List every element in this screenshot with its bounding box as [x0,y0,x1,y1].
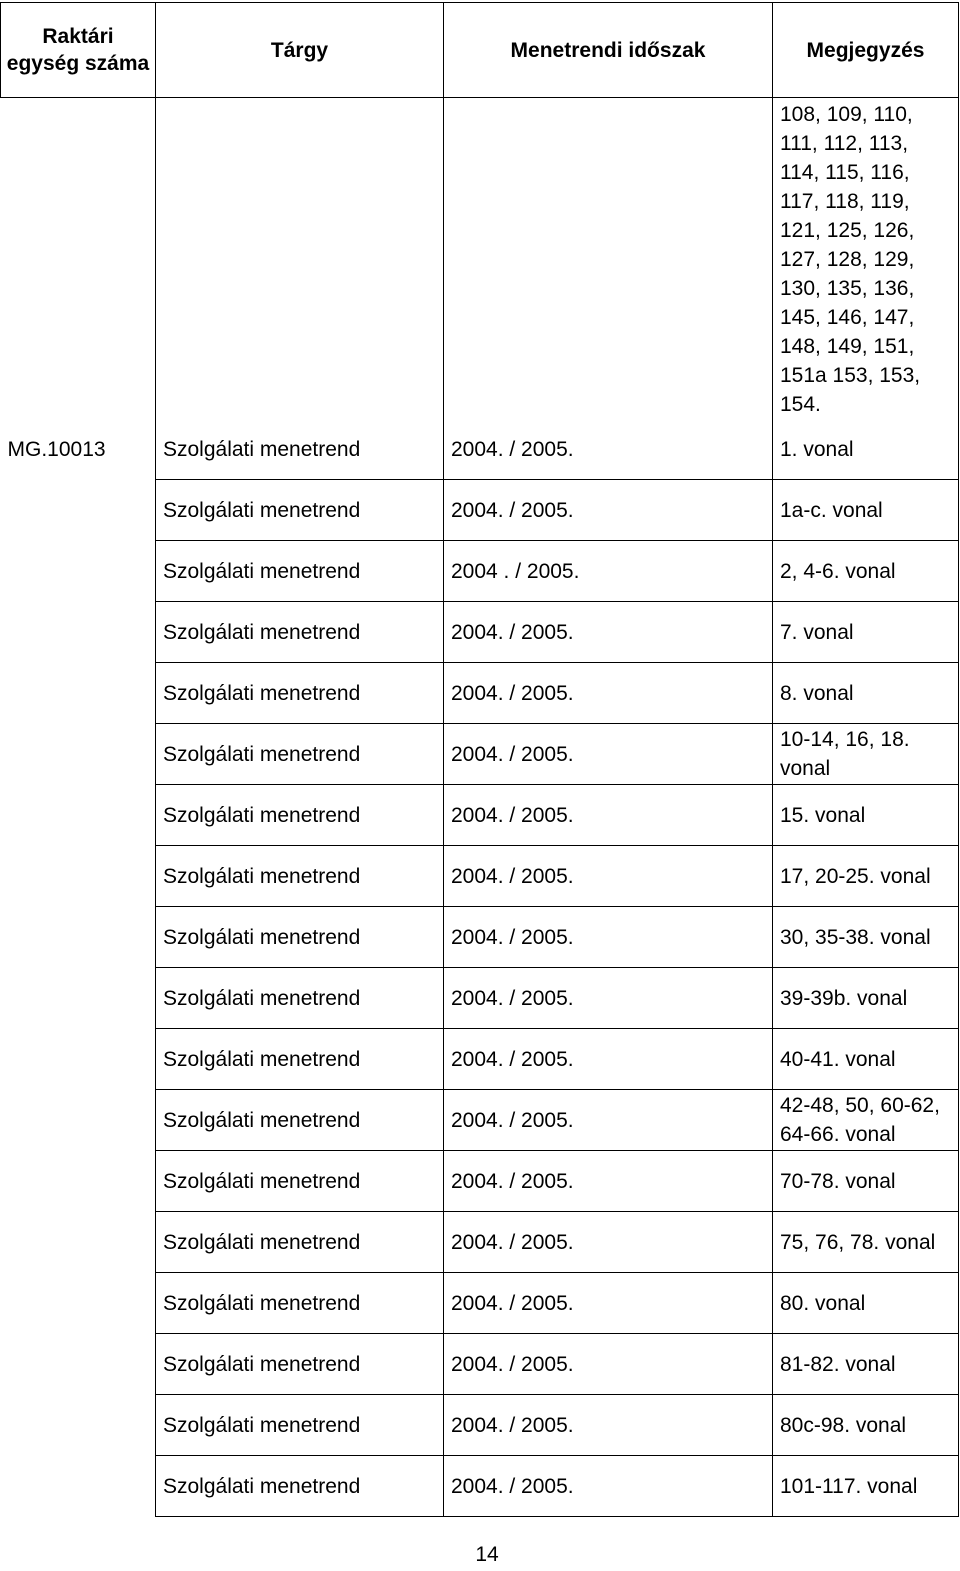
cell-period: 2004. / 2005. [444,846,773,907]
cell-subject: Szolgálati menetrend [156,541,444,602]
cell-period: 2004 . / 2005. [444,541,773,602]
cell-period [444,98,773,420]
cell-note: 80c-98. vonal [773,1395,959,1456]
cell-id [1,1151,156,1212]
cell-note: 80. vonal [773,1273,959,1334]
cell-id [1,724,156,785]
cell-note: 101-117. vonal [773,1456,959,1517]
table-row [1,724,959,785]
cell-period: 2004. / 2005. [444,1395,773,1456]
table-row [1,663,959,724]
table-row [1,1212,959,1273]
cell-id [1,785,156,846]
table-row [1,785,959,846]
cell-note: 75, 76, 78. vonal [773,1212,959,1273]
cell-id [1,1395,156,1456]
cell-subject: Szolgálati menetrend [156,968,444,1029]
cell-subject: Szolgálati menetrend [156,724,444,785]
cell-note: 1. vonal [773,419,959,480]
table-row [1,1273,959,1334]
cell-id [1,846,156,907]
table-row [1,907,959,968]
cell-note: 1a-c. vonal [773,480,959,541]
cell-subject: Szolgálati menetrend [156,1334,444,1395]
cell-id [1,480,156,541]
page-number: 14 [475,1543,499,1566]
cell-subject [156,98,444,420]
cell-period: 2004. / 2005. [444,1029,773,1090]
cell-note: 81-82. vonal [773,1334,959,1395]
cell-period: 2004. / 2005. [444,1273,773,1334]
continued-row [1,98,959,420]
table-row [1,1334,959,1395]
cell-subject: Szolgálati menetrend [156,480,444,541]
cell-subject: Szolgálati menetrend [156,907,444,968]
cell-id [1,1273,156,1334]
cell-id: MG.10013 [1,419,156,480]
cell-note: 40-41. vonal [773,1029,959,1090]
table-row [1,1151,959,1212]
cell-period: 2004. / 2005. [444,1456,773,1517]
cell-id [1,1090,156,1151]
table-row [1,419,959,480]
table-row [1,1090,959,1151]
cell-note: 10-14, 16, 18. vonal [773,724,959,785]
cell-period: 2004. / 2005. [444,907,773,968]
cell-period: 2004. / 2005. [444,1151,773,1212]
cell-subject: Szolgálati menetrend [156,785,444,846]
cell-period: 2004. / 2005. [444,602,773,663]
table-row [1,602,959,663]
cell-period: 2004. / 2005. [444,663,773,724]
table-row [1,968,959,1029]
header-note: Megjegyzés [773,3,959,98]
cell-note: 15. vonal [773,785,959,846]
cell-id [1,541,156,602]
table-row [1,846,959,907]
cell-note: 39-39b. vonal [773,968,959,1029]
cell-period: 2004. / 2005. [444,1212,773,1273]
cell-note: 17, 20-25. vonal [773,846,959,907]
cell-note: 8. vonal [773,663,959,724]
cell-subject: Szolgálati menetrend [156,1090,444,1151]
header-subject: Tárgy [156,3,444,98]
table-row [1,480,959,541]
catalog-table [0,2,959,1517]
cell-note: 108, 109, 110, 111, 112, 113, 114, 115, 116, 117, 118, 119, 121, 125, 126, 127, 128, 129, 130, 135, 136, 145, 146, 147, 148, 149, 151, 151a 153, 153, 154. [773,98,959,420]
table-row [1,1456,959,1517]
cell-id [1,98,156,420]
cell-period: 2004. / 2005. [444,724,773,785]
table-row [1,541,959,602]
header-row [1,3,959,98]
table-row [1,1029,959,1090]
cell-id [1,1334,156,1395]
cell-subject: Szolgálati menetrend [156,1029,444,1090]
cell-subject: Szolgálati menetrend [156,602,444,663]
cell-id [1,968,156,1029]
cell-id [1,1029,156,1090]
cell-subject: Szolgálati menetrend [156,1456,444,1517]
header-period: Menetrendi időszak [444,3,773,98]
cell-subject: Szolgálati menetrend [156,1273,444,1334]
header-id: Raktári egység száma [1,3,156,98]
cell-period: 2004. / 2005. [444,968,773,1029]
cell-subject: Szolgálati menetrend [156,663,444,724]
cell-note: 42-48, 50, 60-62, 64-66. vonal [773,1090,959,1151]
cell-period: 2004. / 2005. [444,1334,773,1395]
table-row [1,1395,959,1456]
cell-subject: Szolgálati menetrend [156,419,444,480]
cell-id [1,602,156,663]
cell-period: 2004. / 2005. [444,785,773,846]
cell-period: 2004. / 2005. [444,419,773,480]
cell-note: 70-78. vonal [773,1151,959,1212]
cell-subject: Szolgálati menetrend [156,846,444,907]
cell-id [1,1456,156,1517]
cell-note: 2, 4-6. vonal [773,541,959,602]
cell-period: 2004. / 2005. [444,480,773,541]
cell-note: 30, 35-38. vonal [773,907,959,968]
cell-note: 7. vonal [773,602,959,663]
cell-period: 2004. / 2005. [444,1090,773,1151]
cell-id [1,663,156,724]
cell-id [1,1212,156,1273]
cell-subject: Szolgálati menetrend [156,1151,444,1212]
cell-subject: Szolgálati menetrend [156,1212,444,1273]
cell-subject: Szolgálati menetrend [156,1395,444,1456]
cell-id [1,907,156,968]
